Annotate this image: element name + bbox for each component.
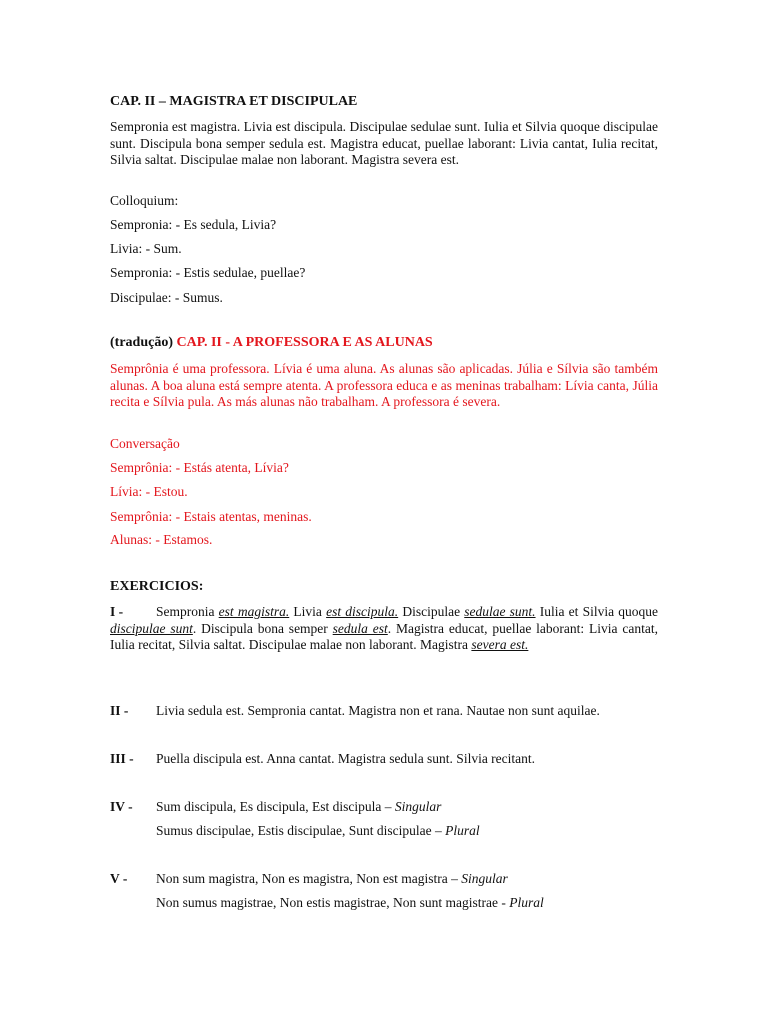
exercise-1-run: Discipulae <box>398 604 465 619</box>
underlined-answer: est discipula. <box>326 604 399 619</box>
exercise-5-line-2-text: Non sumus magistrae, Non estis magistrae, Non sunt magistrae - <box>156 895 510 910</box>
underlined-answer: discipulae sunt <box>110 620 193 636</box>
exercise-1-run: Iulia et Silvia quoque <box>535 604 658 619</box>
latin-paragraph: Sempronia est magistra. Livia est discipula. Discipulae sedulae sunt. Iulia et Silvia quoque discipulae sunt. Discipula bona semper sedula est. Magistra educat, puellae laborant: Livia cantat, Iulia recitat, Silvia saltat. Discipulae malae non laborant. Magistra severa est. <box>110 119 658 168</box>
exercise-4-line-1-text: Sum discipula, Es discipula, Est discipula – <box>156 799 395 814</box>
exercise-1-run: Livia <box>289 604 327 619</box>
exercise-1-run: Sempronia <box>156 604 219 619</box>
latin-dialogue-line: Sempronia: - Estis sedulae, puellae? <box>110 265 306 280</box>
exercise-4-line-2-text: Sumus discipulae, Estis discipulae, Sunt discipulae – <box>156 823 446 838</box>
exercise-4-line-2 <box>156 823 480 839</box>
exercise-1-text <box>110 604 658 654</box>
exercise-5-line-2-tag: Plural <box>509 895 544 910</box>
conversation-label: Conversação <box>110 436 180 451</box>
exercise-4-line-1 <box>156 799 441 815</box>
exercise-1-run: . Discipula bona semper <box>192 620 333 636</box>
translation-heading <box>110 335 433 351</box>
colloquium-label: Colloquium: <box>110 193 179 208</box>
underlined-answer: severa est. <box>471 637 529 653</box>
exercise-1-run: . Magistra educat, puellae laborant: Livia cantat, Iulia recitat, Silvia saltat. Discipulae malae non laborant. Magistra <box>110 620 658 653</box>
translation-paragraph: Semprônia é uma professora. Lívia é uma aluna. As alunas são aplicadas. Júlia e Sílvia são também alunas. A boa aluna está sempre atenta. A professora educa e as meninas trabalham: Lívia canta, Júlia recita e Sílvia pula. As más alunas não trabalham. A professora é severa. <box>110 361 658 410</box>
exercise-4-number: IV - <box>110 799 133 814</box>
underlined-answer: sedula est <box>332 620 388 636</box>
translation-title: CAP. II - A PROFESSORA E AS ALUNAS <box>176 335 433 350</box>
exercise-2-text: Livia sedula est. Sempronia cantat. Magistra non et rana. Nautae non sunt aquilae. <box>156 703 600 718</box>
latin-title: CAP. II – MAGISTRA ET DISCIPULAE <box>110 94 358 109</box>
exercise-2-number: II - <box>110 703 129 718</box>
exercise-3-text: Puella discipula est. Anna cantat. Magistra sedula sunt. Silvia recitant. <box>156 751 536 766</box>
latin-dialogue-line: Sempronia: - Es sedula, Livia? <box>110 217 277 232</box>
exercise-5-line-2 <box>156 895 544 911</box>
exercise-4-line-2-tag: Plural <box>445 823 480 838</box>
translation-prefix: (tradução) <box>110 335 173 350</box>
translation-dialogue-line: Semprônia: - Estais atentas, meninas. <box>110 509 312 524</box>
exercise-5-line-1-text: Non sum magistra, Non es magistra, Non est magistra – <box>156 871 462 886</box>
exercises-heading: EXERCICIOS: <box>110 579 204 594</box>
underlined-answer: sedulae sunt. <box>464 604 536 619</box>
exercise-4-line-1-tag: Singular <box>394 799 442 814</box>
latin-dialogue-line: Livia: - Sum. <box>110 241 182 256</box>
exercise-3-number: III - <box>110 751 134 766</box>
translation-dialogue-line: Lívia: - Estou. <box>110 484 188 499</box>
translation-dialogue-line: Alunas: - Estamos. <box>110 532 213 547</box>
exercise-1-number: I - <box>110 604 124 619</box>
exercise-5-number: V - <box>110 871 128 886</box>
exercise-5-line-1-tag: Singular <box>461 871 508 886</box>
exercise-5-line-1 <box>156 871 508 887</box>
latin-dialogue-line: Discipulae: - Sumus. <box>110 290 223 305</box>
translation-dialogue-line: Semprônia: - Estás atenta, Lívia? <box>110 460 289 475</box>
underlined-answer: est magistra. <box>218 604 290 619</box>
